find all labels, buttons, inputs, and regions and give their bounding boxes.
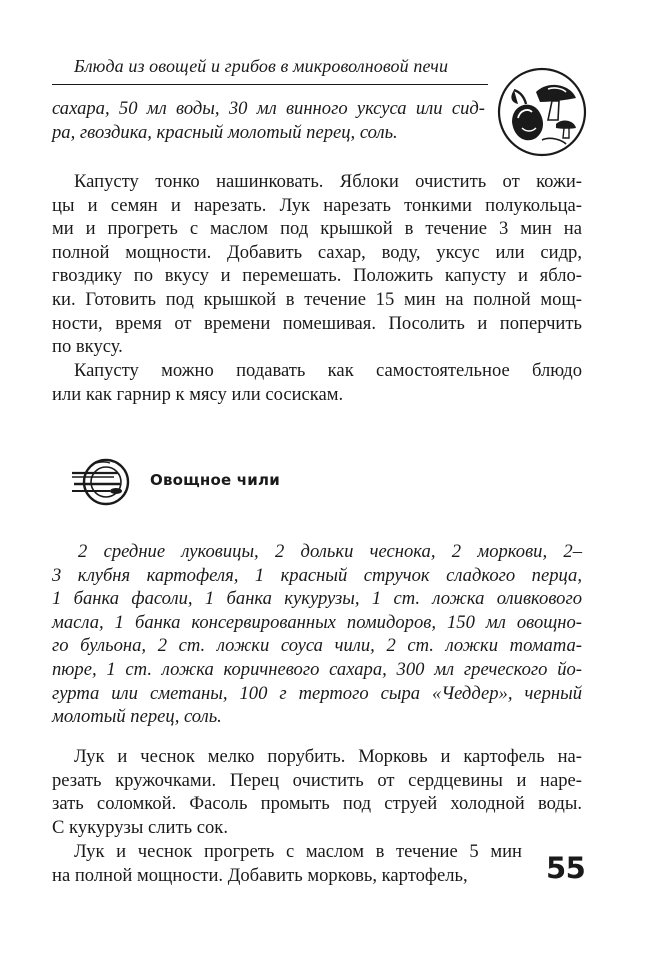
cabbage-serving-paragraph <box>52 359 582 406</box>
chili-cooking-line: на полной мощности. Добавить морковь, картофель, <box>52 864 468 886</box>
page-number: 55 <box>546 851 586 885</box>
chili-cooking-line: Лук и чеснок прогреть с маслом в течение 5 мин <box>74 841 522 862</box>
chili-cooking-paragraph <box>52 840 522 887</box>
chili-ingredients-line: масла, 1 банка консервированных помидоров, 150 мл овощно- <box>52 611 582 633</box>
chili-ingredients-line: гурта или сметаны, 100 г тертого сыра «Чеддер», черный <box>52 682 582 704</box>
cabbage-method-line: по вкусу. <box>52 336 123 358</box>
cabbage-method-line: ки. Готовить под крышкой в течение 15 мин на полной мощ- <box>52 288 582 310</box>
ingredients-continued-line: сахара, 50 мл воды, 30 мл винного уксуса или сид- <box>52 98 485 119</box>
vegetables-and-mushrooms-emblem-icon <box>496 66 588 158</box>
cabbage-method-paragraph <box>52 170 582 359</box>
running-head: Блюда из овощей и грибов в микроволновой печи <box>74 56 449 76</box>
cabbage-method-line: гвоздику по вкусу и перемешать. Положить капусту и ябло- <box>52 265 582 287</box>
running-head-rule <box>52 84 488 85</box>
recipe-title: Овощное чили <box>150 471 280 489</box>
cabbage-method-line: цы и семян и нарезать. Лук нарезать тонкими полукольца- <box>52 194 582 216</box>
chili-ingredients-line: го бульона, 2 ст. ложки соуса чили, 2 ст. ложки томата- <box>52 635 582 657</box>
cabbage-method-line: Капусту тонко нашинковать. Яблоки очистить от кожи- <box>74 171 582 192</box>
chili-ingredients-line: 2 средние луковицы, 2 дольки чеснока, 2 моркови, 2– <box>78 541 582 562</box>
cabbage-serving-line: Капусту можно подавать как самостоятельное блюдо <box>74 360 582 381</box>
chili-ingredients-line: молотый перец, соль. <box>52 706 222 728</box>
chili-method-line: С кукурузы слить сок. <box>52 816 228 838</box>
ingredients-continued <box>52 97 485 144</box>
chili-method-line: резать кружочками. Перец очистить от сердцевины и наре- <box>52 769 582 791</box>
ingredients-continued-line: ра, гвоздика, красный молотый перец, соль. <box>52 121 398 143</box>
cabbage-method-line: полной мощности. Добавить сахар, воду, уксус или сидр, <box>52 241 582 263</box>
chili-method-paragraph <box>52 745 582 839</box>
chili-ingredients-line: пюре, 1 ст. ложка коричневого сахара, 300 мл греческого йо- <box>52 658 582 680</box>
chili-ingredients-line: 3 клубня картофеля, 1 красный стручок сладкого перца, <box>52 564 582 586</box>
chili-method-line: зать соломкой. Фасоль промыть под струей холодной воды. <box>52 793 582 815</box>
cabbage-method-line: ми и прогреть с маслом под крышкой в течение 3 мин на <box>52 218 582 240</box>
chili-method-line: Лук и чеснок мелко порубить. Морковь и картофель на- <box>74 746 582 767</box>
cabbage-serving-line: или как гарнир к мясу или сосискам. <box>52 383 344 405</box>
chili-ingredients <box>52 540 582 729</box>
cabbage-method-line: ности, время от времени помешивая. Посолить и поперчить <box>52 312 582 334</box>
chili-ingredients-line: 1 банка фасоли, 1 банка кукурузы, 1 ст. ложка оливкового <box>52 588 582 610</box>
plate-with-cutlery-icon <box>70 456 132 508</box>
